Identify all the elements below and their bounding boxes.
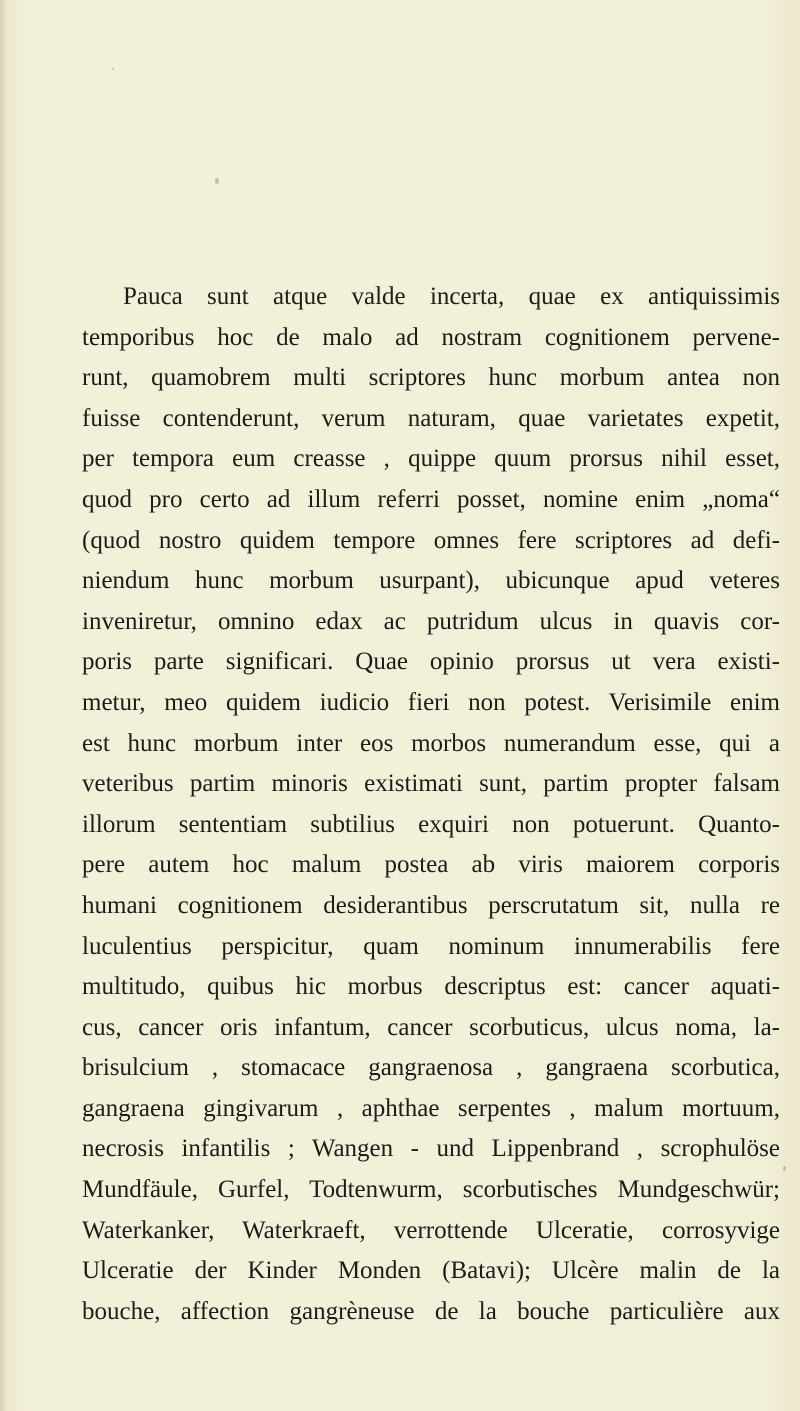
- paper-speck: [783, 1166, 786, 1171]
- text-line: gangraena gingivarum , aphthae serpentes , malum mortuum,: [82, 1094, 780, 1122]
- page-edge-shadow: [0, 0, 8, 1411]
- text-line: (quod nostro quidem tempore omnes fere scriptores ad defi-: [82, 526, 780, 554]
- text-line: metur, meo quidem iudicio fieri non potest. Verisimile enim: [82, 688, 780, 716]
- text-line: Pauca sunt atque valde incerta, quae ex antiquissimis: [123, 283, 780, 310]
- text-line: necrosis infantilis ; Wangen - und Lippenbrand , scrophulöse: [82, 1135, 780, 1163]
- text-line: poris parte significari. Quae opinio prorsus ut vera existi-: [82, 648, 780, 676]
- text-line: fuisse contenderunt, verum naturam, quae varietates expetit,: [82, 404, 780, 432]
- text-line: runt, quamobrem multi scriptores hunc morbum antea non: [82, 364, 780, 392]
- text-line: est hunc morbum inter eos morbos numerandum esse, qui a: [82, 729, 780, 757]
- text-line: niendum hunc morbum usurpant), ubicunque apud veteres: [82, 567, 780, 595]
- body-paragraph: [82, 277, 780, 1332]
- text-line: cus, cancer oris infantum, cancer scorbuticus, ulcus noma, la-: [82, 1013, 780, 1041]
- text-line: Ulceratie der Kinder Monden (Batavi); Ulcère malin de la: [82, 1257, 780, 1285]
- text-line: luculentius perspicitur, quam nominum innumerabilis fere: [82, 932, 780, 960]
- paper-speck: [215, 178, 219, 184]
- text-line: temporibus hoc de malo ad nostram cognitionem pervene-: [82, 323, 780, 351]
- text-line: multitudo, quibus hic morbus descriptus est: cancer aquati-: [82, 973, 780, 1001]
- text-line: Waterkanker, Waterkraeft, verrottende Ulceratie, corrosyvige: [82, 1216, 780, 1244]
- text-line: Mundfäule, Gurfel, Todtenwurm, scorbutisches Mundgeschwür;: [82, 1176, 780, 1204]
- text-line: per tempora eum creasse , quippe quum prorsus nihil esset,: [82, 445, 780, 473]
- text-line: quod pro certo ad illum referri posset, nomine enim „noma“: [82, 485, 780, 513]
- text-line: brisulcium , stomacace gangraenosa , gangraena scorbutica,: [82, 1054, 780, 1082]
- paper-speck: [112, 68, 114, 70]
- text-line: illorum sententiam subtilius exquiri non potuerunt. Quanto-: [82, 810, 780, 838]
- text-line: pere autem hoc malum postea ab viris maiorem corporis: [82, 851, 780, 879]
- text-line: bouche, affection gangrèneuse de la bouche particulière aux: [82, 1297, 780, 1325]
- text-line: inveniretur, omnino edax ac putridum ulcus in quavis cor-: [82, 607, 780, 635]
- text-line: humani cognitionem desiderantibus perscrutatum sit, nulla re: [82, 891, 780, 919]
- text-line: veteribus partim minoris existimati sunt, partim propter falsam: [82, 770, 780, 798]
